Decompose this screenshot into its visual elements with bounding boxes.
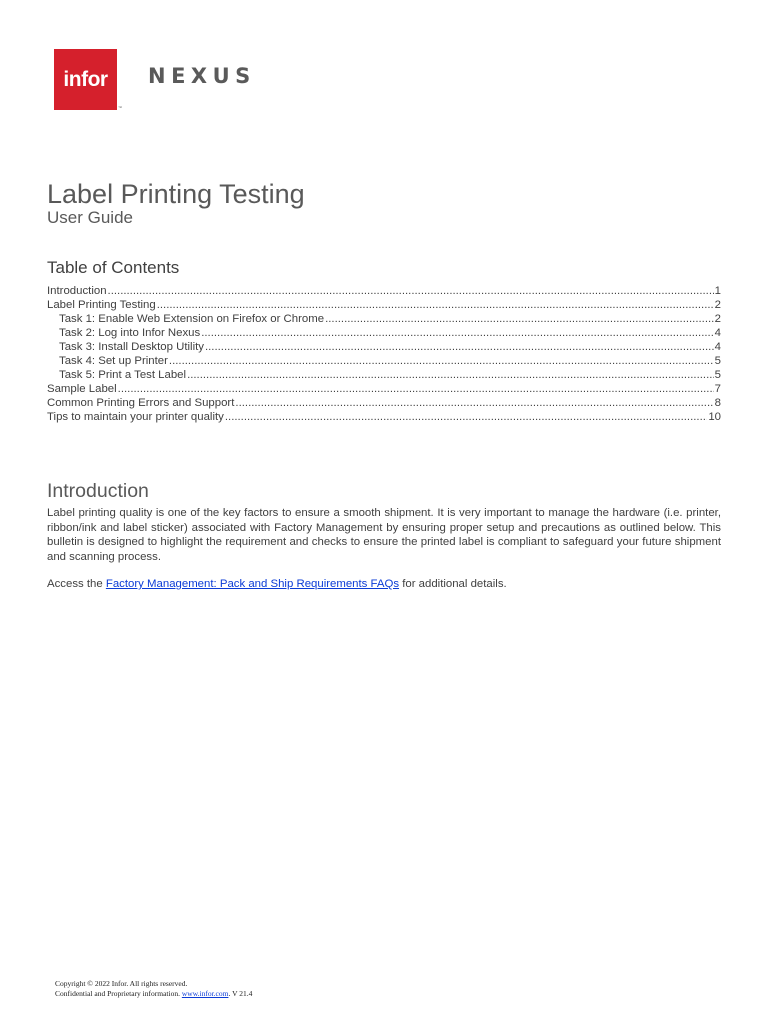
logo-text: infor (63, 68, 108, 91)
toc-entry-label: Task 2: Log into Infor Nexus (59, 327, 201, 339)
toc-entry-page: 4 (714, 327, 721, 339)
toc-leader-dots (201, 326, 713, 340)
table-of-contents (47, 284, 721, 424)
toc-entry-page: 5 (714, 355, 721, 367)
toc-leader-dots (187, 368, 714, 382)
document-subtitle: User Guide (47, 208, 133, 227)
toc-entry-label: Task 5: Print a Test Label (59, 369, 187, 381)
product-name: NEXUS (148, 64, 256, 88)
toc-entry-page: 1 (714, 285, 721, 297)
access-suffix: for additional details. (399, 578, 507, 590)
toc-entry-page: 5 (714, 369, 721, 381)
toc-entry[interactable] (47, 284, 721, 298)
footer-confidential (55, 989, 252, 999)
toc-leader-dots (205, 340, 714, 354)
faq-link[interactable]: Factory Management: Pack and Ship Requirements FAQs (105, 578, 400, 590)
toc-entry-page: 4 (714, 341, 721, 353)
toc-leader-dots (225, 410, 707, 424)
footer (55, 979, 252, 998)
footer-copyright: Copyright © 2022 Infor. All rights reserved. (55, 979, 188, 988)
access-prefix: Access the (47, 578, 106, 590)
toc-entry[interactable] (47, 396, 721, 410)
toc-heading: Table of Contents (47, 258, 180, 277)
toc-entry-page: 2 (714, 299, 721, 311)
toc-entry-page: 7 (714, 383, 721, 395)
toc-entry-label: Sample Label (47, 383, 117, 395)
toc-entry[interactable] (47, 354, 721, 368)
toc-entry-page: 10 (708, 411, 721, 423)
toc-entry[interactable] (47, 326, 721, 340)
introduction-heading: Introduction (47, 480, 149, 502)
document-title: Label Printing Testing (47, 179, 305, 209)
toc-leader-dots (169, 354, 714, 368)
introduction-paragraph: Label printing quality is one of the key factors to ensure a smooth shipment. It is very important to manage the hardware (i.e. printer, ribbon/ink and label sticker) associated with Factory Management by ensuring proper setup and precautions as outlined below. This bulletin is designed to highlight the requirement and checks to ensure the printed label is compliant to safeguard your future shipment and scanning process. (47, 507, 721, 563)
access-line (47, 577, 721, 592)
toc-entry-label: Introduction (47, 285, 107, 297)
toc-leader-dots (157, 298, 714, 312)
toc-entry[interactable] (47, 298, 721, 312)
toc-entry-label: Common Printing Errors and Support (47, 397, 235, 409)
toc-entry[interactable] (47, 340, 721, 354)
toc-entry[interactable] (47, 368, 721, 382)
toc-leader-dots (235, 396, 713, 410)
toc-entry-label: Label Printing Testing (47, 299, 156, 311)
toc-entry[interactable] (47, 312, 721, 326)
toc-entry[interactable] (47, 410, 721, 424)
logo-trademark: ™ (118, 105, 122, 110)
toc-entry-page: 2 (714, 313, 721, 325)
footer-confidential-text: Confidential and Proprietary information. (55, 988, 182, 998)
toc-leader-dots (325, 312, 714, 326)
toc-entry-page: 8 (714, 397, 721, 409)
toc-leader-dots (118, 382, 714, 396)
toc-leader-dots (108, 284, 714, 298)
infor-logo (54, 49, 117, 110)
toc-entry[interactable] (47, 382, 721, 396)
toc-entry-label: Task 3: Install Desktop Utility (59, 341, 204, 353)
toc-entry-label: Task 4: Set up Printer (59, 355, 168, 367)
footer-website-link[interactable]: www.infor.com (181, 988, 229, 998)
toc-entry-label: Task 1: Enable Web Extension on Firefox or Chrome (59, 313, 325, 325)
footer-version: . V 21.4 (228, 988, 253, 998)
toc-entry-label: Tips to maintain your printer quality (47, 411, 224, 423)
